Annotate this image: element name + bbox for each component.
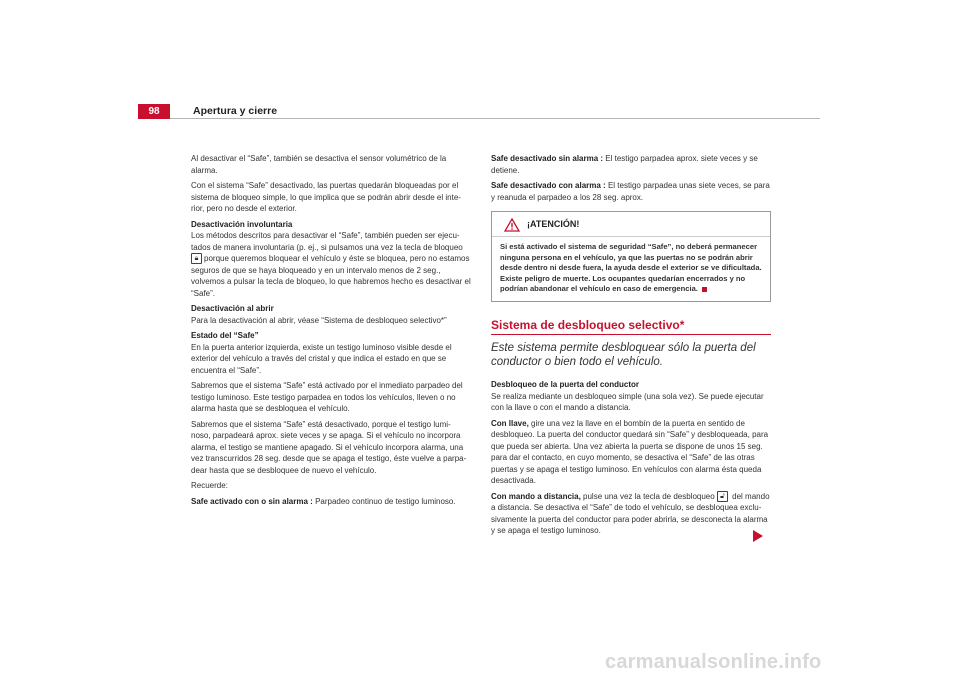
paragraph: Se realiza mediante un desbloqueo simple (una sola vez). Se puede ejecutar con la llave o con el mando a distancia.	[491, 391, 764, 413]
paragraph-safe-con-alarma	[491, 180, 771, 203]
paragraph-text: porque queremos bloquear el vehículo y éste se bloquea, pero no estamos seguros de que se haya bloqueado y en un intervalo menos de 2 seg., volvemos a pulsar la tecla de bloqueo, lo que habremos hecho es desactivar el “Safe”.	[191, 254, 471, 298]
paragraph-text: El testigo parpadea aprox. siete veces y se detiene.	[491, 154, 758, 175]
subheading-involuntaria: Desactivación involuntaria	[191, 219, 293, 229]
paragraph-text: Los métodos descritos para desactivar el “Safe”, también pueden ser ejecu- tados de manera involuntaria (p. ej., si pulsamos una vez la tecla de bloqueo	[191, 231, 463, 252]
page-title: Apertura y cierre	[193, 105, 278, 117]
next-page-arrow-icon[interactable]	[753, 530, 763, 542]
paragraph-safe-sin-alarma	[491, 153, 771, 176]
paragraph-involuntaria	[191, 230, 471, 299]
warning-header	[492, 212, 770, 237]
page-number: 98	[138, 104, 170, 119]
paragraph-text: gire una vez la llave en el bombín de la puerta en sentido de desbloqueo. La puerta del conductor quedará sin “Safe” y desbloqueada, para que pueda ser abierta. Una vez abierta la puerta se dispone de unos 15 seg. para dar el contacto, en cuyo momento, se desactiva el “Safe” de las otras puertas y se apaga el testigo luminoso. En vehículos con alarma ésta queda desactivada.	[491, 418, 769, 486]
paragraph: Recuerde:	[191, 481, 228, 490]
warning-title: ¡ATENCIÓN!	[527, 219, 580, 230]
label: Safe activado con o sin alarma :	[191, 496, 313, 506]
paragraph-text: pulse una vez la tecla de desbloqueo	[583, 491, 715, 501]
paragraph-text: El testigo parpadea unas siete veces, se para y reanuda el parpadeo a los 28 seg. aprox.	[491, 181, 770, 202]
warning-text: Si está activado el sistema de seguridad “Safe”, no deberá permanecer ninguna persona en el vehículo, ya que las puertas no se podrán abrir desde dentro ni desde fuera, la ayuda desde el exterior se ve dificultada. Existe peligro de muerte. Los ocupantes quedarían encerrados y no podrían abandonar el vehículo en caso de emergencia.	[500, 242, 762, 294]
right-column	[491, 153, 771, 541]
section-subtitle: Este sistema permite desbloquear sólo la puerta del conductor o bien todo el vehículo.	[491, 342, 756, 369]
subheading-estado: Estado del “Safe”	[191, 331, 259, 340]
label: Safe desactivado con alarma :	[491, 181, 606, 190]
watermark: carmanualsonline.info	[605, 651, 822, 673]
label: Safe desactivado sin alarma :	[491, 154, 604, 163]
paragraph: Al desactivar el “Safe”, también se desactiva el sensor volumétrico de la alarma.	[191, 154, 447, 175]
paragraph-text: Parpadeo continuo de testigo luminoso.	[315, 496, 456, 506]
lock-key-icon: 🔒︎	[191, 253, 202, 264]
paragraph-con-llave	[491, 418, 771, 487]
label: Con llave,	[491, 418, 529, 428]
unlock-key-icon: 🔓︎	[717, 491, 728, 502]
left-column	[191, 153, 471, 511]
warning-box	[491, 211, 771, 302]
paragraph: Para la desactivación al abrir, véase “Sistema de desbloqueo selectivo*”	[191, 315, 447, 325]
warning-triangle-icon	[504, 218, 520, 232]
header-divider	[170, 118, 820, 119]
paragraph-text: del mando a distancia. Se desactiva el “Safe” de todo el vehículo, se desbloquea exclu- sivamente la puerta del conductor para poder abrirla, se desconecta la alarma y se apaga el testigo luminoso.	[491, 491, 770, 536]
section-title: Sistema de desbloqueo selectivo*	[491, 320, 771, 336]
paragraph: Sabremos que el sistema “Safe” está activado por el inmediato parpadeo del testigo luminoso. Este testigo parpadea en todos los vehículos, lleven o no alarma hasta que se desbloquea el vehículo.	[191, 381, 463, 413]
paragraph-safe-activado	[191, 496, 471, 508]
paragraph-con-mando	[491, 491, 771, 537]
paragraph: Con el sistema “Safe” desactivado, las puertas quedarán bloqueadas por el sistema de bloqueo simple, lo que implica que se podrán abrir desde el inte- rior, pero no desde el exterior.	[191, 181, 461, 213]
label: Con mando a distancia,	[491, 491, 581, 501]
paragraph: En la puerta anterior izquierda, existe un testigo luminoso visible desde el exterior del vehículo a través del cristal y que indica el estado en que se encuentra el “Safe”.	[191, 342, 452, 375]
paragraph: Sabremos que el sistema “Safe” está desactivado, porque el testigo lumi- noso, parpadeará aprox. siete veces y se apaga. Si el vehículo no incorpora alarma, el testigo se mantiene apagado. Si el vehículo incorpora alarma, una vez transcurridos 28 seg. desde que se apaga el testigo, éste vuelve a parpa- dear hasta que se desbloquee de nuevo el vehículo.	[191, 419, 467, 475]
subheading-abrir: Desactivación al abrir	[191, 304, 274, 313]
end-marker-icon	[702, 287, 707, 292]
warning-body	[492, 237, 770, 301]
subheading-desbloqueo: Desbloqueo de la puerta del conductor	[491, 380, 640, 390]
